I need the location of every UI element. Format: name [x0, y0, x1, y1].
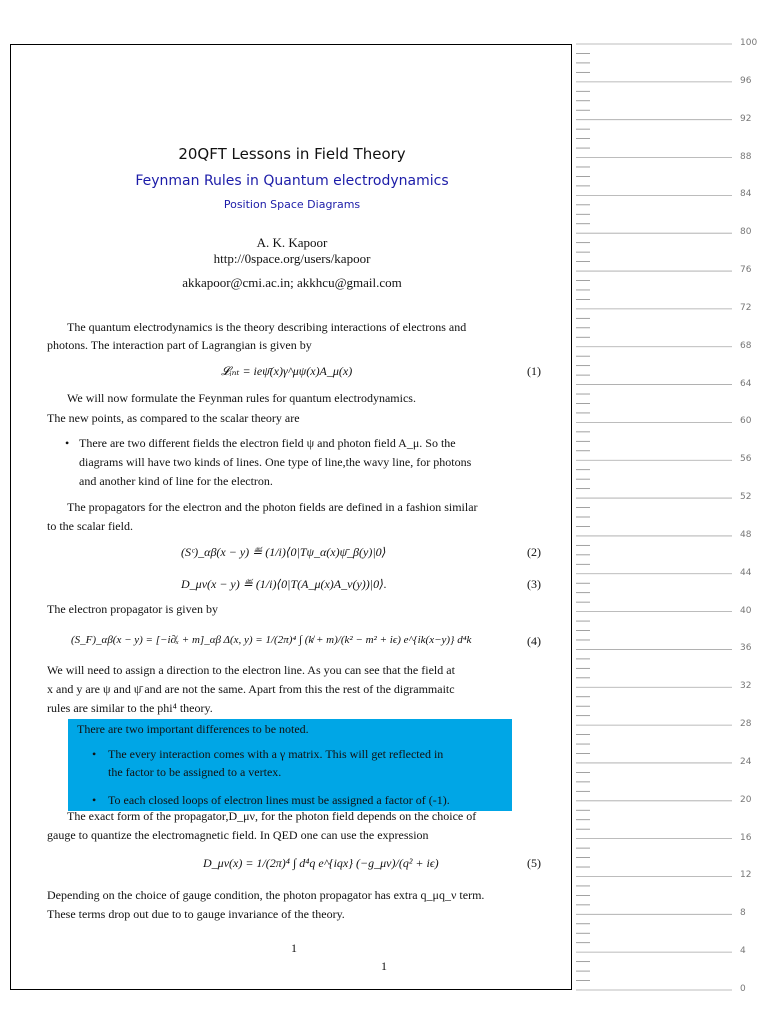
author-url[interactable]: http://0space.org/users/kapoor — [213, 251, 371, 266]
paragraph-6-line-1: The exact form of the propagator,D_μν, for the photon field depends on the choice of — [67, 809, 477, 823]
ruler-label: 80 — [740, 227, 752, 238]
bullet-marker: • — [65, 436, 70, 450]
ruler-label: 92 — [740, 113, 752, 124]
paragraph-3-line-2: to the scalar field. — [47, 519, 133, 533]
equation-5-number: (5) — [527, 856, 541, 870]
paragraph-2-line-1: We will now formulate the Feynman rules for quantum electrodynamics. — [67, 391, 416, 405]
paragraph-5-line-2: x and y are ψ and ψ̄ and are not the same. Apart from this the rest of the digrammaitc — [47, 682, 455, 696]
equation-4: (S_F)_αβ(x − y) = [−i∂̸ₓ + m]_αβ Δ(x, y) = 1/(2π)⁴ ∫ (k̸ + m)/(k² − m² + iϵ) e^{ik(x−y)} d⁴k — [71, 634, 472, 646]
equation-1: 𝓛ᵢₙₜ = ieψ̄(x)γ^μψ(x)A_μ(x) — [221, 364, 353, 378]
ruler-label: 76 — [740, 265, 752, 276]
bullet-1-line-3: and another kind of line for the electron. — [79, 474, 273, 488]
note-bullet-marker-1: • — [92, 747, 97, 761]
bullet-1-line-2: diagrams will have two kinds of lines. One type of line,the wavy line, for photons — [79, 455, 472, 469]
equation-1-number: (1) — [527, 364, 541, 378]
paragraph-5-line-3: rules are similar to the phi⁴ theory. — [47, 701, 213, 715]
ruler-label: 100 — [740, 38, 758, 48]
ruler-label: 36 — [740, 643, 752, 654]
paragraph-2-line-2: The new points, as compared to the scalar theory are — [47, 411, 300, 425]
ruler-label: 40 — [740, 605, 752, 616]
page-ruler — [572, 38, 768, 994]
ruler-label: 48 — [740, 529, 752, 540]
ruler-label: 16 — [740, 832, 752, 843]
ruler-label: 20 — [740, 794, 752, 805]
author-name: A. K. Kapoor — [256, 235, 328, 250]
paragraph-7-line-2: These terms drop out due to to gauge invariance of the theory. — [47, 907, 345, 921]
ruler-label: 64 — [740, 378, 752, 389]
equation-2: (Sᶜ)_αβ(x − y) ≝ (1/i)⟨0|Tψ_α(x)ψ̄_β(y)|0⟩ — [181, 545, 387, 559]
ruler-label: 52 — [740, 492, 752, 503]
page-subtitle: Position Space Diagrams — [223, 198, 361, 211]
paragraph-1-line-1: The quantum electrodynamics is the theory describing interactions of electrons and — [67, 320, 467, 334]
note-bullet-2: To each closed loops of electron lines must be assigned a factor of (-1). — [108, 793, 450, 807]
ruler-label: 88 — [740, 151, 752, 162]
note-bullet-1-line-2: the factor to be assigned to a vertex. — [108, 765, 282, 779]
ruler-label: 84 — [740, 189, 752, 200]
paragraph-5-line-1: We will need to assign a direction to the electron line. As you can see that the field at — [47, 663, 455, 677]
paragraph-6-line-2: gauge to quantize the electromagnetic field. In QED one can use the expression — [47, 828, 429, 842]
equation-5: D_μν(x) = 1/(2π)⁴ ∫ d⁴q e^{iqx} (−g_μν)/(q² + iϵ) — [203, 856, 439, 870]
ruler-label: 4 — [740, 946, 746, 957]
note-bullet-1-line-1: The every interaction comes with a γ matrix. This will get reflected in — [108, 747, 444, 761]
equation-2-number: (2) — [527, 545, 541, 559]
inner-page-number: 1 — [291, 941, 297, 955]
ruler-label: 0 — [740, 984, 746, 994]
ruler-label: 60 — [740, 416, 752, 427]
equation-4-number: (4) — [527, 634, 541, 648]
note-bullet-marker-2: • — [92, 793, 97, 807]
ruler-label: 96 — [740, 75, 752, 86]
paragraph-7-line-1: Depending on the choice of gauge condition, the photon propagator has extra q_μq_ν term. — [47, 888, 485, 902]
ruler-label: 56 — [740, 454, 752, 465]
ruler-label: 12 — [740, 870, 752, 881]
ruler-ticks — [572, 38, 768, 994]
ruler-label: 44 — [740, 567, 752, 578]
ruler-label: 72 — [740, 302, 752, 313]
paragraph-3-line-1: The propagators for the electron and the photon fields are defined in a fashion similar — [67, 500, 478, 514]
series-title: 20QFT Lessons in Field Theory — [178, 145, 406, 163]
ruler-label: 32 — [740, 681, 752, 692]
ruler-label: 8 — [740, 908, 746, 919]
page-title: Feynman Rules in Quantum electrodynamics — [135, 173, 449, 189]
author-emails[interactable]: akkapoor@cmi.ac.in; akkhcu@gmail.com — [182, 275, 402, 290]
paragraph-4: The electron propagator is given by — [47, 602, 218, 616]
equation-3-number: (3) — [527, 577, 541, 591]
highlighted-note-box — [68, 719, 512, 811]
paragraph-1-line-2: photons. The interaction part of Lagrangian is given by — [47, 338, 312, 352]
equation-3: D_μν(x − y) ≝ (1/i)⟨0|T(A_μ(x)A_ν(y))|0⟩. — [181, 577, 387, 591]
document-page — [10, 44, 572, 990]
bullet-1-line-1: There are two different fields the electron field ψ and photon field A_μ. So the — [79, 436, 456, 450]
ruler-label: 28 — [740, 719, 752, 730]
outer-page-number: 1 — [381, 959, 387, 973]
ruler-label: 24 — [740, 756, 752, 767]
note-box-title: There are two important differences to be noted. — [77, 722, 309, 736]
ruler-label: 68 — [740, 340, 752, 351]
